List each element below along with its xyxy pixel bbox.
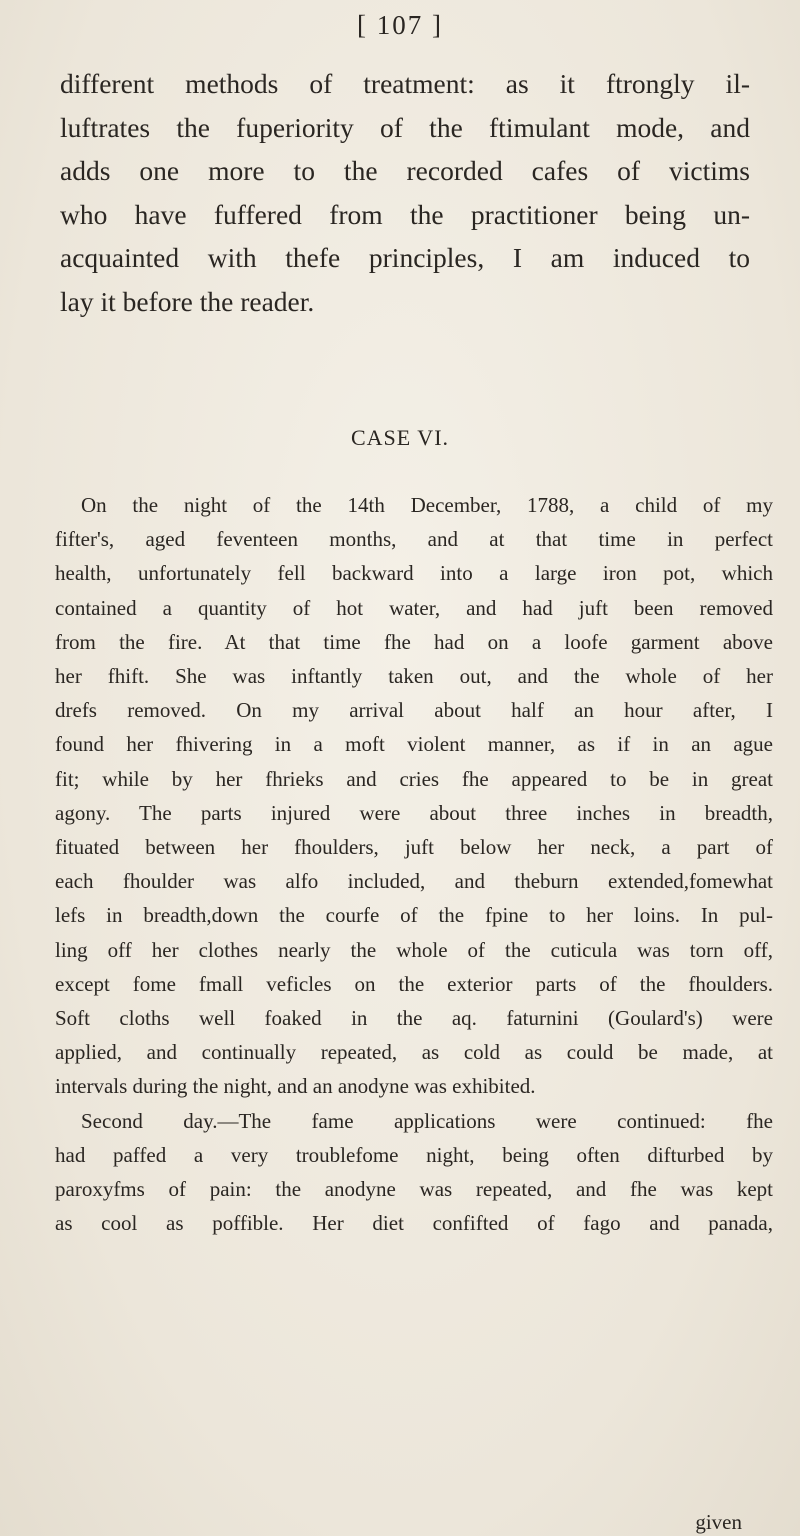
intro-line: who have fuffered from the practitioner being un- xyxy=(60,198,750,230)
body-line: Second day.—The fame applications were continued: fhe xyxy=(81,1108,773,1133)
body-line: health, unfortunately fell backward into a large iron pot, which xyxy=(55,561,773,586)
body-line: drefs removed. On my arrival about half an hour after, I xyxy=(55,698,773,723)
intro-line: acquainted with thefe principles, I am induced to xyxy=(60,242,750,273)
intro-line: different methods of treatment: as it ftrongly il- xyxy=(60,68,750,99)
body-line: On the night of the 14th December, 1788, a child of my xyxy=(81,493,773,517)
body-line: ling off her clothes nearly the whole of the cuticula was torn off, xyxy=(55,937,773,962)
body-line: fit; while by her fhrieks and cries fhe appeared to be in great xyxy=(55,766,773,791)
case-body xyxy=(55,488,773,1240)
body-line: contained a quantity of hot water, and had juft been removed xyxy=(55,595,773,620)
case-heading: CASE VI. xyxy=(350,425,450,450)
body-line: from the fire. At that time fhe had on a loofe garment above xyxy=(55,629,773,654)
body-line: found her fhivering in a moft violent manner, as if in an ague xyxy=(55,732,773,757)
body-line: lefs in breadth,down the courfe of the fpine to her loins. In pul- xyxy=(55,903,773,928)
body-line: as cool as poffible. Her diet confifted of fago and panada, xyxy=(55,1211,773,1236)
body-line: applied, and continually repeated, as cold as could be made, at xyxy=(55,1040,773,1065)
intro-paragraph xyxy=(60,62,750,323)
body-line: had paffed a very troublefome night, being often difturbed by xyxy=(55,1142,773,1167)
page-number-header: [ 107 ] xyxy=(357,10,443,40)
body-line: her fhift. She was inftantly taken out, and the whole of her xyxy=(55,664,773,689)
body-line: intervals during the night, and an anodyne was exhibited. xyxy=(55,1074,536,1099)
intro-line: lay it before the reader. xyxy=(60,285,315,317)
body-line: fifter's, aged feventeen months, and at that time in perfect xyxy=(55,527,773,552)
body-line: paroxyfms of pain: the anodyne was repeated, and fhe was kept xyxy=(55,1177,773,1202)
body-line: fituated between her fhoulders, juft below her neck, a part of xyxy=(55,835,773,860)
body-line: each fhoulder was alfo included, and theburn extended,fomewhat xyxy=(55,869,773,894)
intro-line: adds one more to the recorded cafes of victims xyxy=(60,155,750,186)
body-line: Soft cloths well foaked in the aq. faturnini (Goulard's) were xyxy=(55,1006,773,1031)
catchword: given xyxy=(695,1510,742,1534)
body-line: except fome fmall veficles on the exterior parts of the fhoulders. xyxy=(55,971,773,996)
body-line: agony. The parts injured were about three inches in breadth, xyxy=(55,800,773,825)
intro-line: luftrates the fuperiority of the ftimulant mode, and xyxy=(60,111,750,143)
